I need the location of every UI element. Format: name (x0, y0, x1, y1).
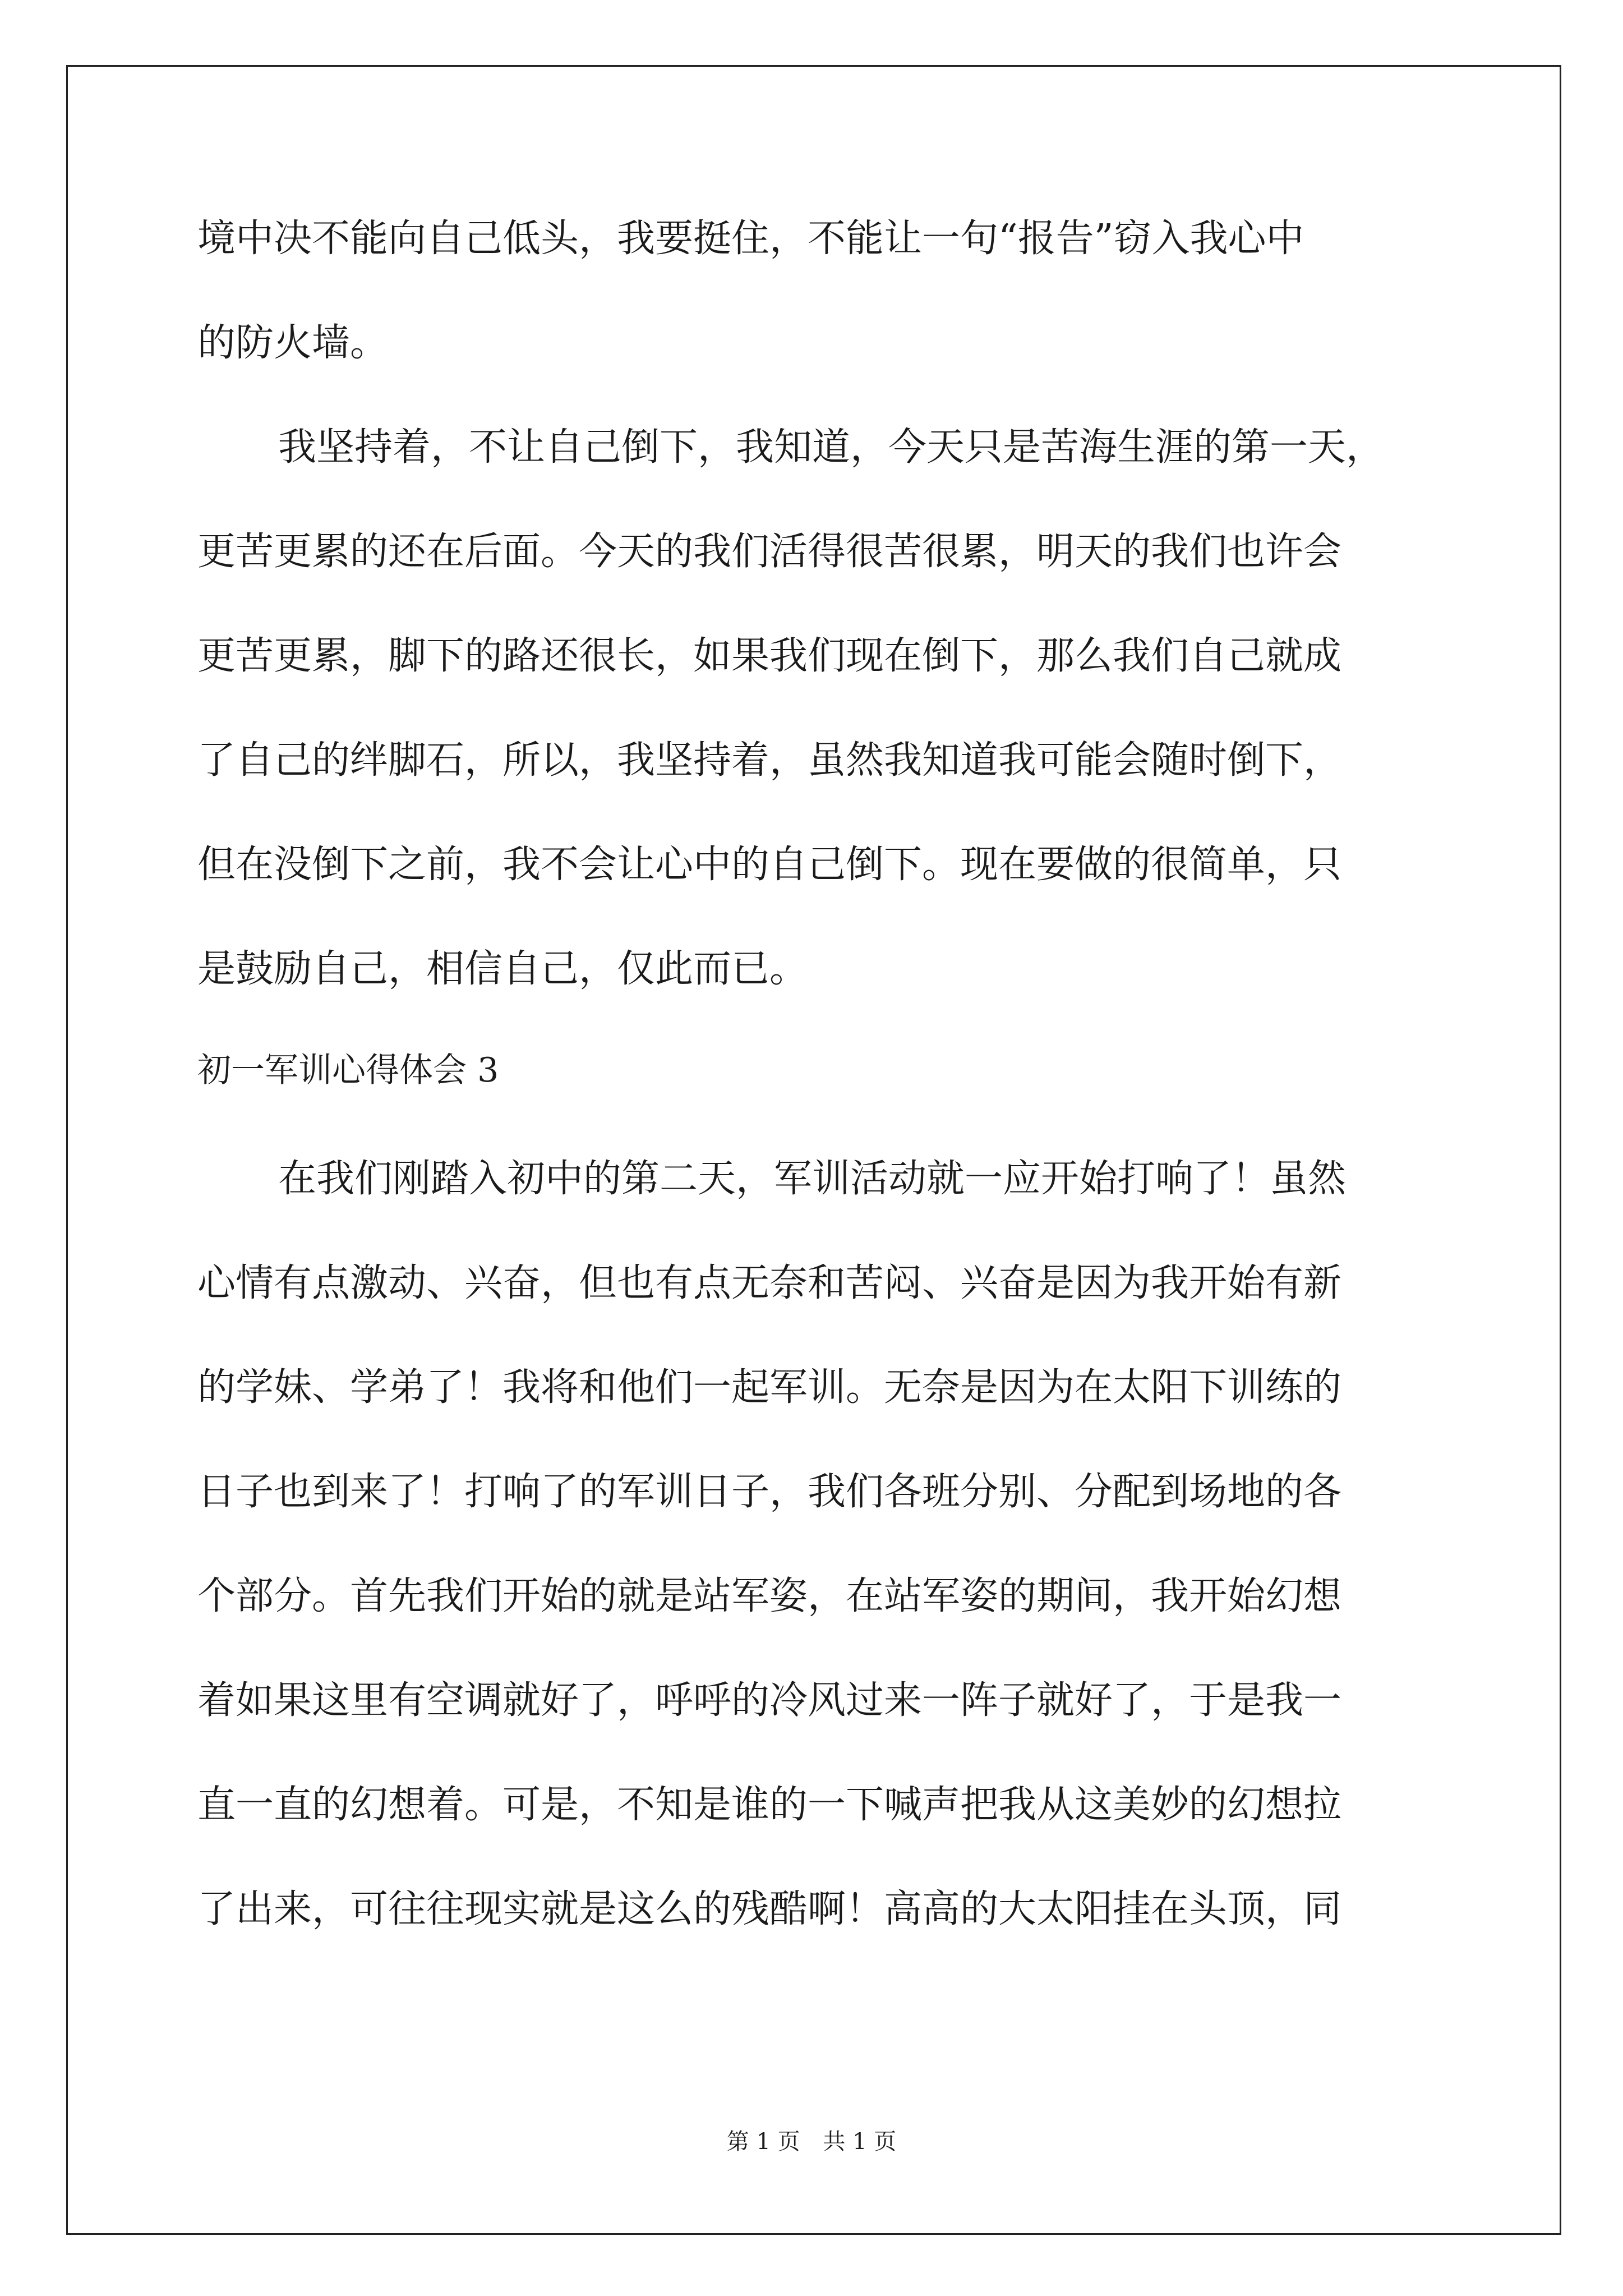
page-total: 共 1 页 (823, 2129, 897, 2155)
body-line: 着如果这里有空调就好了，呼呼的冷风过来一阵子就好了，于是我一 (197, 1678, 1342, 1723)
body-line: 个部分。首先我们开始的就是站军姿，在站军姿的期间，我开始幻想 (197, 1574, 1342, 1618)
body-line: 了出来，可往往现实就是这么的残酷啊！高高的大太阳挂在头顶，同 (197, 1887, 1342, 1931)
body-line: 的学妹、学弟了！我将和他们一起军训。无奈是因为在太阳下训练的 (197, 1365, 1342, 1410)
paragraph-first-line: 我坚持着，不让自己倒下，我知道，今天只是苦海生涯的第一天， (278, 425, 1385, 470)
page-number: 第 1 页 (726, 2129, 800, 2155)
body-line: 更苦更累的还在后面。今天的我们活得很苦很累，明天的我们也许会 (197, 530, 1342, 574)
body-line: 心情有点激动、兴奋，但也有点无奈和苦闷、兴奋是因为我开始有新 (197, 1261, 1342, 1305)
paragraph-first-line: 在我们刚踏入初中的第二天，军训活动就一应开始打响了！虽然 (278, 1157, 1347, 1201)
body-line: 更苦更累，脚下的路还很长，如果我们现在倒下，那么我们自己就成 (197, 634, 1342, 678)
body-line: 但在没倒下之前，我不会让心中的自己倒下。现在要做的很简单，只 (197, 843, 1342, 887)
body-line: 直一直的幻想着。可是，不知是谁的一下喊声把我从这美妙的幻想拉 (197, 1783, 1342, 1827)
body-line: 是鼓励自己，相信自己，仅此而已。 (197, 947, 808, 991)
body-line: 了自己的绊脚石，所以，我坚持着，虽然我知道我可能会随时倒下， (197, 738, 1342, 783)
body-line: 的防火墙。 (197, 321, 389, 365)
body-line: 日子也到来了！打响了的军训日子，我们各班分别、分配到场地的各 (197, 1470, 1342, 1514)
section-heading: 初一军训心得体会 3 (197, 1051, 499, 1090)
body-line: 境中决不能向自己低头，我要挺住，不能让一句“报告”窃入我心中 (197, 217, 1304, 261)
page-footer (0, 2125, 1623, 2159)
